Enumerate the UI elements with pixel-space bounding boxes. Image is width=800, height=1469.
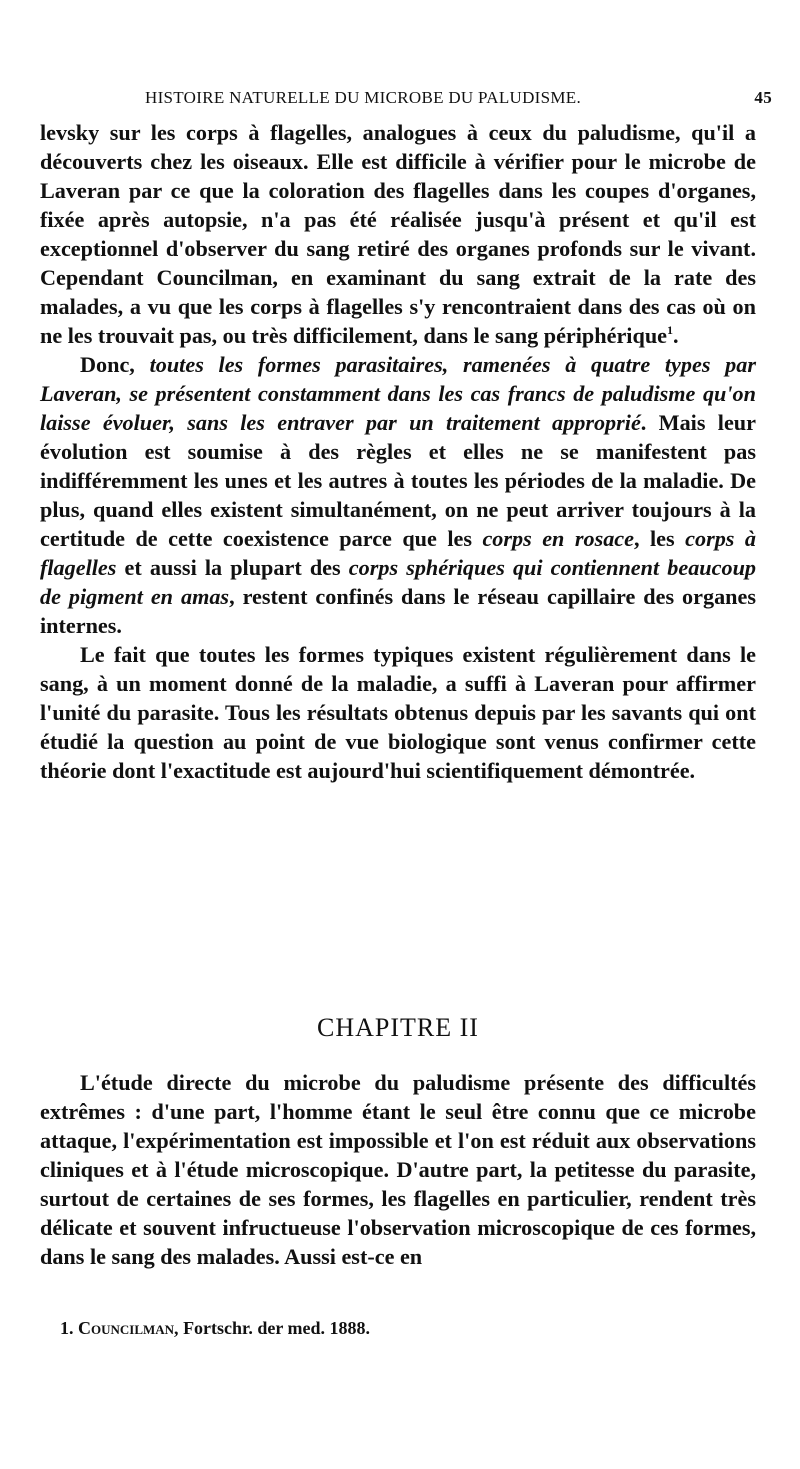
paragraph-2-italic-3: corps à flagelles — [40, 526, 756, 580]
paragraph-2-mid-2: , les — [634, 526, 686, 551]
footnote-reference: Fortschr. der med. 1888. — [183, 1318, 371, 1338]
footnote-author: Councilman, — [78, 1318, 179, 1338]
paragraph-1 — [40, 118, 756, 350]
paragraph-2-mid-1: . Mais leur évolution est soumise à des règles et elles ne se manifestent pas indifféremment les unes et les autres à toutes les périodes de la maladie. De plus, quand elles existent simultanément, on ne peut arriver toujours à la certitude de cette coexistence parce que les — [40, 410, 756, 551]
running-header — [40, 84, 772, 114]
paragraph-2-italic-4: corps sphériques qui contiennent beaucoup de pigment en amas — [40, 555, 756, 609]
body-text — [40, 118, 756, 785]
footnote-marker: 1 — [667, 323, 674, 337]
footnote — [60, 1318, 370, 1339]
paragraph-2-italic-2: corps en rosace — [482, 526, 634, 551]
footnote-number: 1. — [60, 1318, 74, 1338]
paragraph-2-italic-1: toutes les formes parasitaires, ramenées à quatre types par Laveran, se présentent constamment dans les cas francs de paludisme qu'on laisse évoluer, sans les entraver par un traitement approprié — [40, 352, 757, 435]
paragraph-1-end: . — [673, 323, 679, 348]
running-title: HISTOIRE NATURELLE DU MICROBE DU PALUDISME. — [145, 88, 582, 107]
paragraph-1-text: levsky sur les corps à flagelles, analogues à ceux du paludisme, qu'il a découverts chez les oiseaux. Elle est difficile à vérifier pour le microbe de Laveran par ce que la coloration des flagelles dans les coupes d'organes, fixée après autopsie, n'a pas été réalisée jusqu'à présent et qu'il est exceptionnel d'observer du sang retiré des organes profonds sur le vivant. Cependant Councilman, en examinant du sang extrait de la rate des malades, a vu que les corps à flagelles s'y rencontraient dans des cas où on ne les trouvait pas, ou très difficilement, dans le sang périphérique — [40, 120, 756, 348]
chapter-heading: CHAPITRE II — [317, 1013, 479, 1042]
paragraph-2-mid-3: et aussi la plupart des — [116, 555, 349, 580]
paragraph-3: Le fait que toutes les formes typiques existent régulièrement dans le sang, à un moment donné de la maladie, a suffi à Laveran pour affirmer l'unité du parasite. Tous les résultats obtenus depuis par les savants qui ont étudié la question au point de vue biologique sont venus confirmer cette théorie dont l'exactitude est aujourd'hui scientifiquement démontrée. — [40, 642, 756, 783]
chapter-paragraph-1: L'étude directe du microbe du paludisme présente des difficultés extrêmes : d'une part, l'homme étant le seul être connu que ce microbe attaque, l'expérimentation est impossible et l'on est réduit aux observations cliniques et à l'étude microscopique. D'autre part, la petitesse du parasite, surtout de certaines de ses formes, les flagelles en particulier, rendent très délicate et souvent infructueuse l'observation microscopique de ces formes, dans le sang des malades. Aussi est-ce en — [40, 1070, 756, 1269]
paragraph-2-end: , restent confinés dans le réseau capillaire des organes internes. — [40, 584, 756, 638]
page-number: 45 — [754, 88, 772, 107]
chapter-text — [40, 1068, 756, 1271]
paragraph-2-lead: Donc, — [80, 352, 150, 377]
paragraph-2 — [40, 350, 756, 640]
